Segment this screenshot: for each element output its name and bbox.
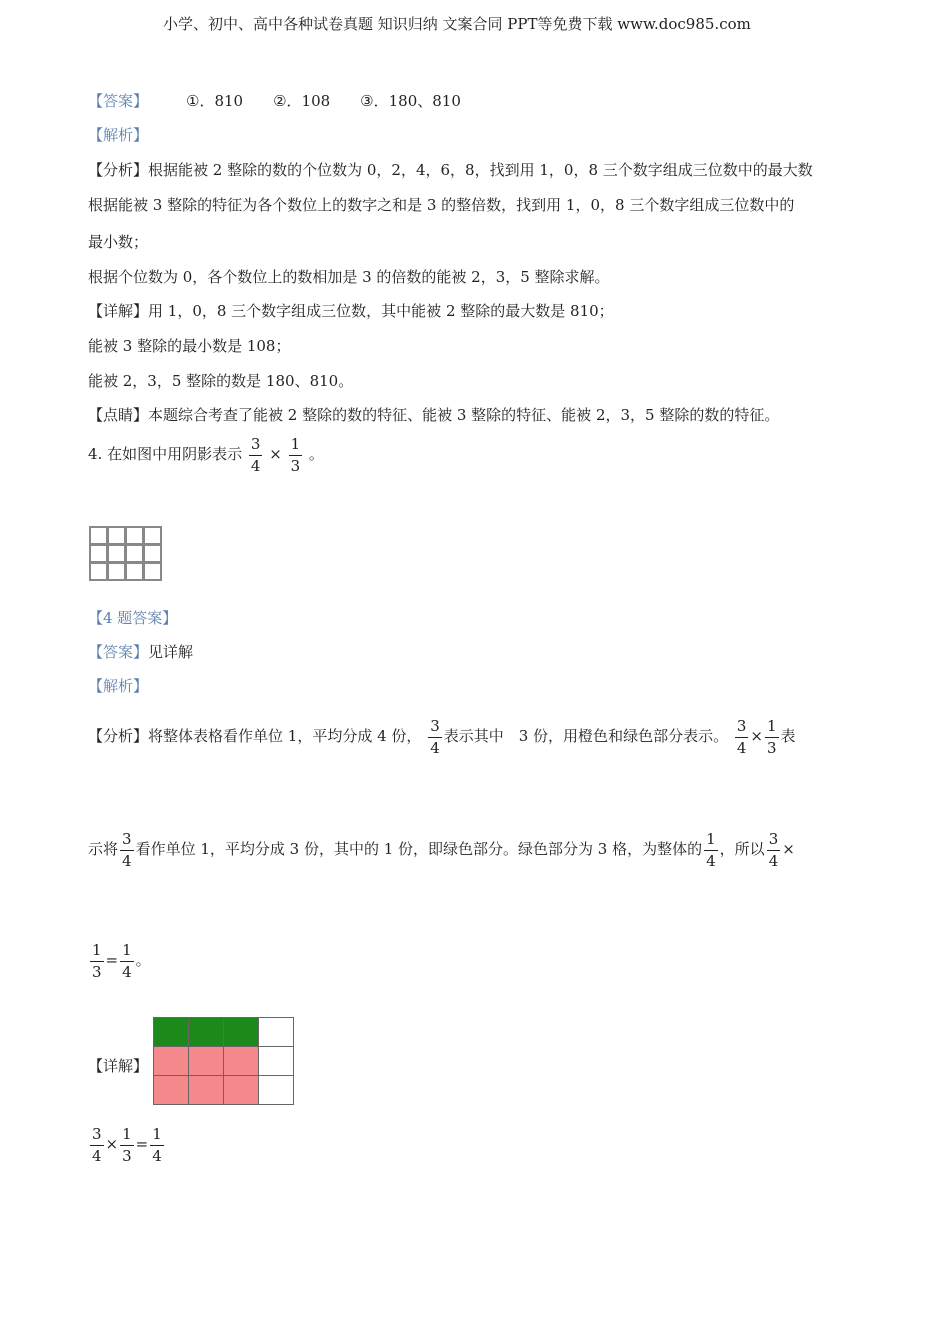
dianjing-tag: 【点睛】 (88, 406, 149, 424)
q4-answer-tag: 【答案】 (88, 643, 149, 661)
page-header: 小学、初中、高中各种试卷真题 知识归纳 文案合同 PPT等免费下载 www.doc985.com (163, 15, 751, 33)
grid-cell (125, 526, 144, 545)
fraction-three-quarters: $\frac{3}{4}$ (92, 1125, 102, 1165)
grid-cell (143, 562, 162, 581)
q4-answer-heading: 【4 题答案】 (88, 609, 178, 627)
fraction-one-third: $\frac{1}{3}$ (92, 941, 102, 981)
fraction-one-quarter: $\frac{1}{4}$ (152, 1125, 162, 1165)
fraction-three-quarters: $\frac{3}{4}$ (768, 830, 779, 870)
fenxi-line-2: 根据能被 3 整除的特征为各个数位上的数字之和是 3 的整倍数，找到用 1，0，8 三个数字组成三位数中的 (88, 196, 795, 214)
grid-cell (258, 1017, 294, 1047)
grid-cell (188, 1017, 224, 1047)
fraction-three-quarters: $\frac{3}{4}$ (430, 717, 440, 757)
grid-cell (89, 562, 108, 581)
grid-cell (223, 1075, 259, 1105)
detail-line-1: 【详解】用 1，0，8 三个数字组成三位数，其中能被 2 整除的最大数是 810； (88, 302, 614, 320)
q4-fenxi-line-1: 【分析】将整体表格看作单位 1，平均分成 4 份， $\frac{3}{4}$ 表示其中 3 份，用橙色和绿色部分表示。 $\frac{3}{4}$ × $\frac{1}{3}$ 表 (88, 717, 796, 757)
question-4: 4. 在如图中用阴影表示 $\frac{3}{4}$ × $\frac{1}{3}$ 。 (88, 435, 324, 475)
q4-final-equation: $\frac{3}{4}$ × $\frac{1}{3}$ = $\frac{1}{4}$ (92, 1125, 162, 1165)
grid-cell (143, 544, 162, 563)
grid-cell (223, 1017, 259, 1047)
grid-cell (153, 1075, 189, 1105)
fenxi-line-1: 【分析】根据能被 2 整除的数的个位数为 0，2，4，6，8，找到用 1，0，8 三个数字组成三位数中的最大数 (88, 161, 813, 179)
detail-tag: 【详解】 (88, 302, 149, 320)
fraction-three-quarters: $\frac{3}{4}$ (250, 435, 261, 475)
fraction-one-quarter: $\frac{1}{4}$ (122, 941, 132, 981)
answer-values: ①．810 ②．108 ③．180、810 (186, 92, 461, 110)
fraction-one-third: $\frac{1}{3}$ (766, 717, 777, 757)
grid-cell (107, 544, 126, 563)
fenxi-line-3: 最小数； (88, 233, 149, 251)
answer-tag: 【答案】 (88, 92, 149, 110)
detail-line-2: 能被 3 整除的最小数是 108； (88, 337, 291, 355)
fenxi-line-4: 根据个位数为 0，各个数位上的数相加是 3 的倍数的能被 2，3，5 整除求解。 (88, 268, 610, 286)
q4-analysis-tag: 【解析】 (88, 677, 149, 695)
grid-cell (89, 544, 108, 563)
grid-cell (223, 1046, 259, 1076)
grid-cell (153, 1046, 189, 1076)
grid-cell (125, 544, 144, 563)
fraction-one-third: $\frac{1}{3}$ (290, 435, 301, 475)
q4-fenxi-line-3: $\frac{1}{3}$ = $\frac{1}{4}$ 。 (92, 941, 151, 981)
q4-fenxi-tag: 【分析】 (88, 727, 149, 745)
grid-cell (153, 1017, 189, 1047)
analysis-tag: 【解析】 (88, 126, 149, 144)
q4-answer: 【答案】见详解 (88, 643, 194, 661)
fraction-one-quarter: $\frac{1}{4}$ (706, 830, 716, 870)
fraction-one-third: $\frac{1}{3}$ (122, 1125, 132, 1165)
fraction-three-quarters: $\frac{3}{4}$ (736, 717, 747, 757)
grid-cell (125, 562, 144, 581)
fenxi-tag: 【分析】 (88, 161, 149, 179)
fraction-three-quarters: $\frac{3}{4}$ (122, 830, 132, 870)
grid-cell (89, 526, 108, 545)
grid-cell (188, 1046, 224, 1076)
grid-cell (107, 526, 126, 545)
q4-detail-tag: 【详解】 (88, 1057, 149, 1075)
q4-fenxi-line-2: 示将 $\frac{3}{4}$ 看作单位 1，平均分成 3 份，其中的 1 份，即绿色部分。绿色部分为 3 格，为整体的 $\frac{1}{4}$ ，所以 $\frac{3}{4}$ × (88, 830, 795, 870)
grid-cell (143, 526, 162, 545)
shaded-grid (153, 1017, 295, 1106)
grid-cell (258, 1046, 294, 1076)
dianjing-line: 【点睛】本题综合考查了能被 2 整除的数的特征、能被 3 整除的特征、能被 2，3，5 整除的数的特征。 (88, 406, 780, 424)
grid-cell (188, 1075, 224, 1105)
grid-cell (107, 562, 126, 581)
empty-grid (89, 526, 163, 582)
detail-line-3: 能被 2，3，5 整除的数是 180、810。 (88, 372, 354, 390)
grid-cell (258, 1075, 294, 1105)
